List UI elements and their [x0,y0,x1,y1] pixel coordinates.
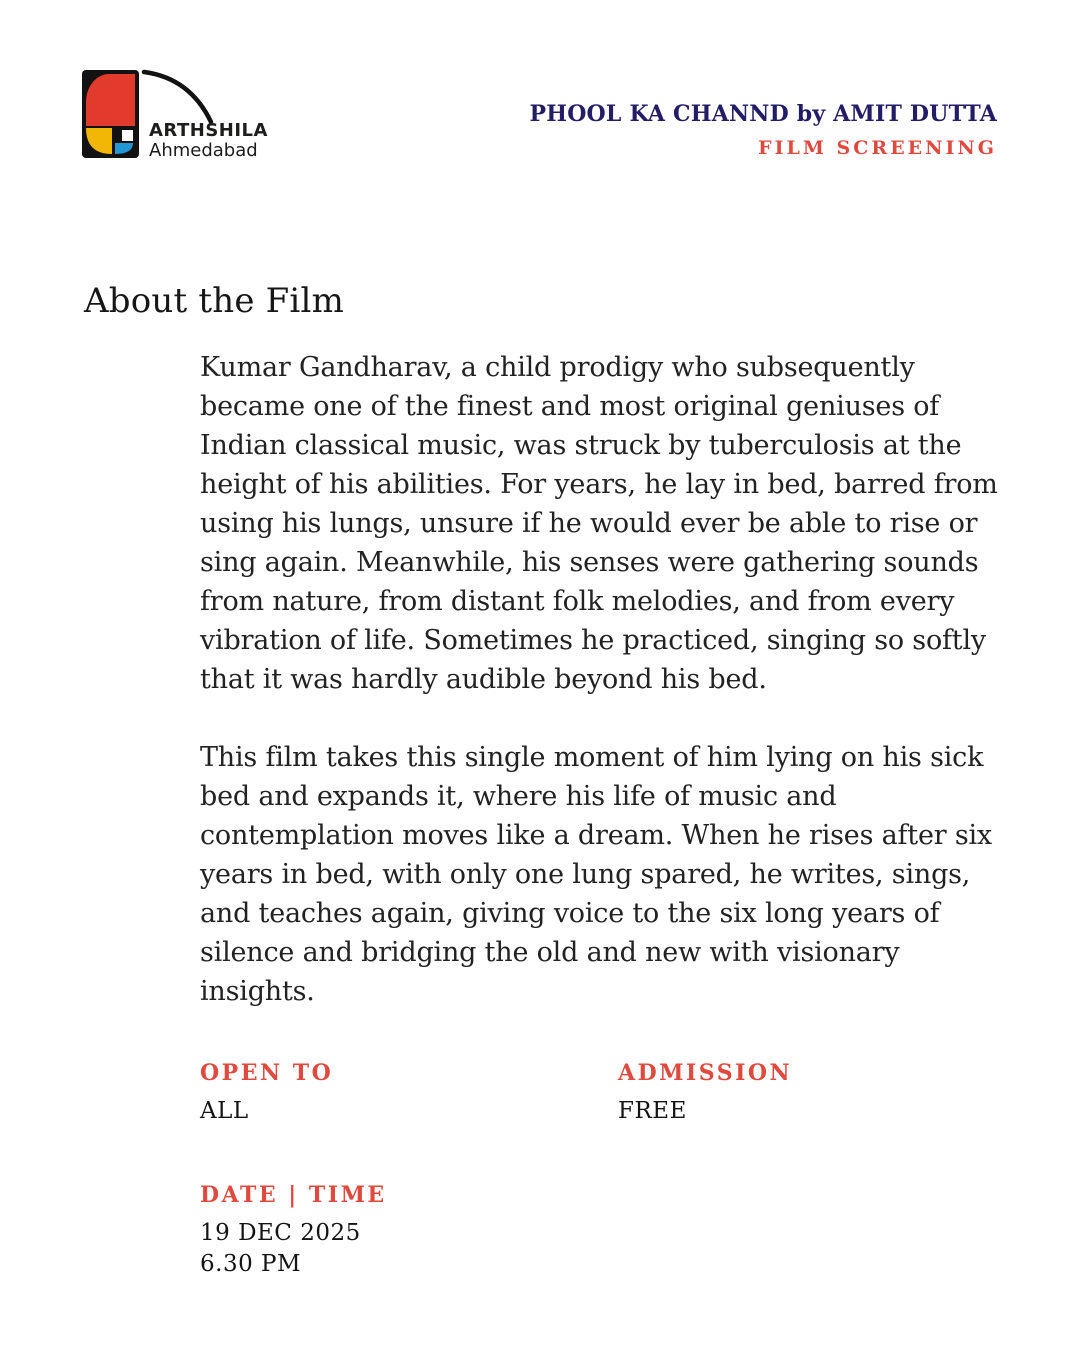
open-to-block [200,1060,333,1127]
film-title: PHOOL KA CHANND by AMIT DUTTA [529,101,997,127]
admission-block [618,1060,792,1127]
about-paragraph-1: Kumar Gandharav, a child prodigy who subsequently became one of the finest and most original geniuses of Indian classical music, was struck by tuberculosis at the height of his abilities. For years, he lay in bed, barred from using his lungs, unsure if he would ever be able to rise or sing again. Meanwhile, his senses were gathering sounds from nature, from distant folk melodies, and from every vibration of life. Sometimes he practiced, singing so softly that it was hardly audible beyond his bed. [200,352,998,695]
about-text [200,348,1000,1050]
date-time-block [200,1182,387,1280]
brand-city: Ahmedabad [149,140,258,161]
event-time: 6.30 PM [200,1251,302,1277]
open-to-value: ALL [200,1098,249,1124]
brand-name: ARTHSHILA [149,120,268,141]
admission-value: FREE [618,1098,687,1124]
about-paragraph-2: This film takes this single moment of him lying on his sick bed and expands it, where his life of music and contemplation moves like a dream. When he rises after six years in bed, with only one lung spared, he writes, sings, and teaches again, giving voice to the six long years of silence and bridging the old and new with visionary insights. [200,742,992,1007]
section-heading: About the Film [84,280,345,321]
event-header [529,100,997,159]
admission-label: ADMISSION [618,1060,793,1086]
date-time-label: DATE | TIME [200,1182,387,1208]
open-to-label: OPEN TO [200,1060,334,1086]
brand-wordmark [149,121,268,161]
event-type-badge: FILM SCREENING [758,137,997,159]
event-date: 19 DEC 2025 [200,1220,361,1246]
